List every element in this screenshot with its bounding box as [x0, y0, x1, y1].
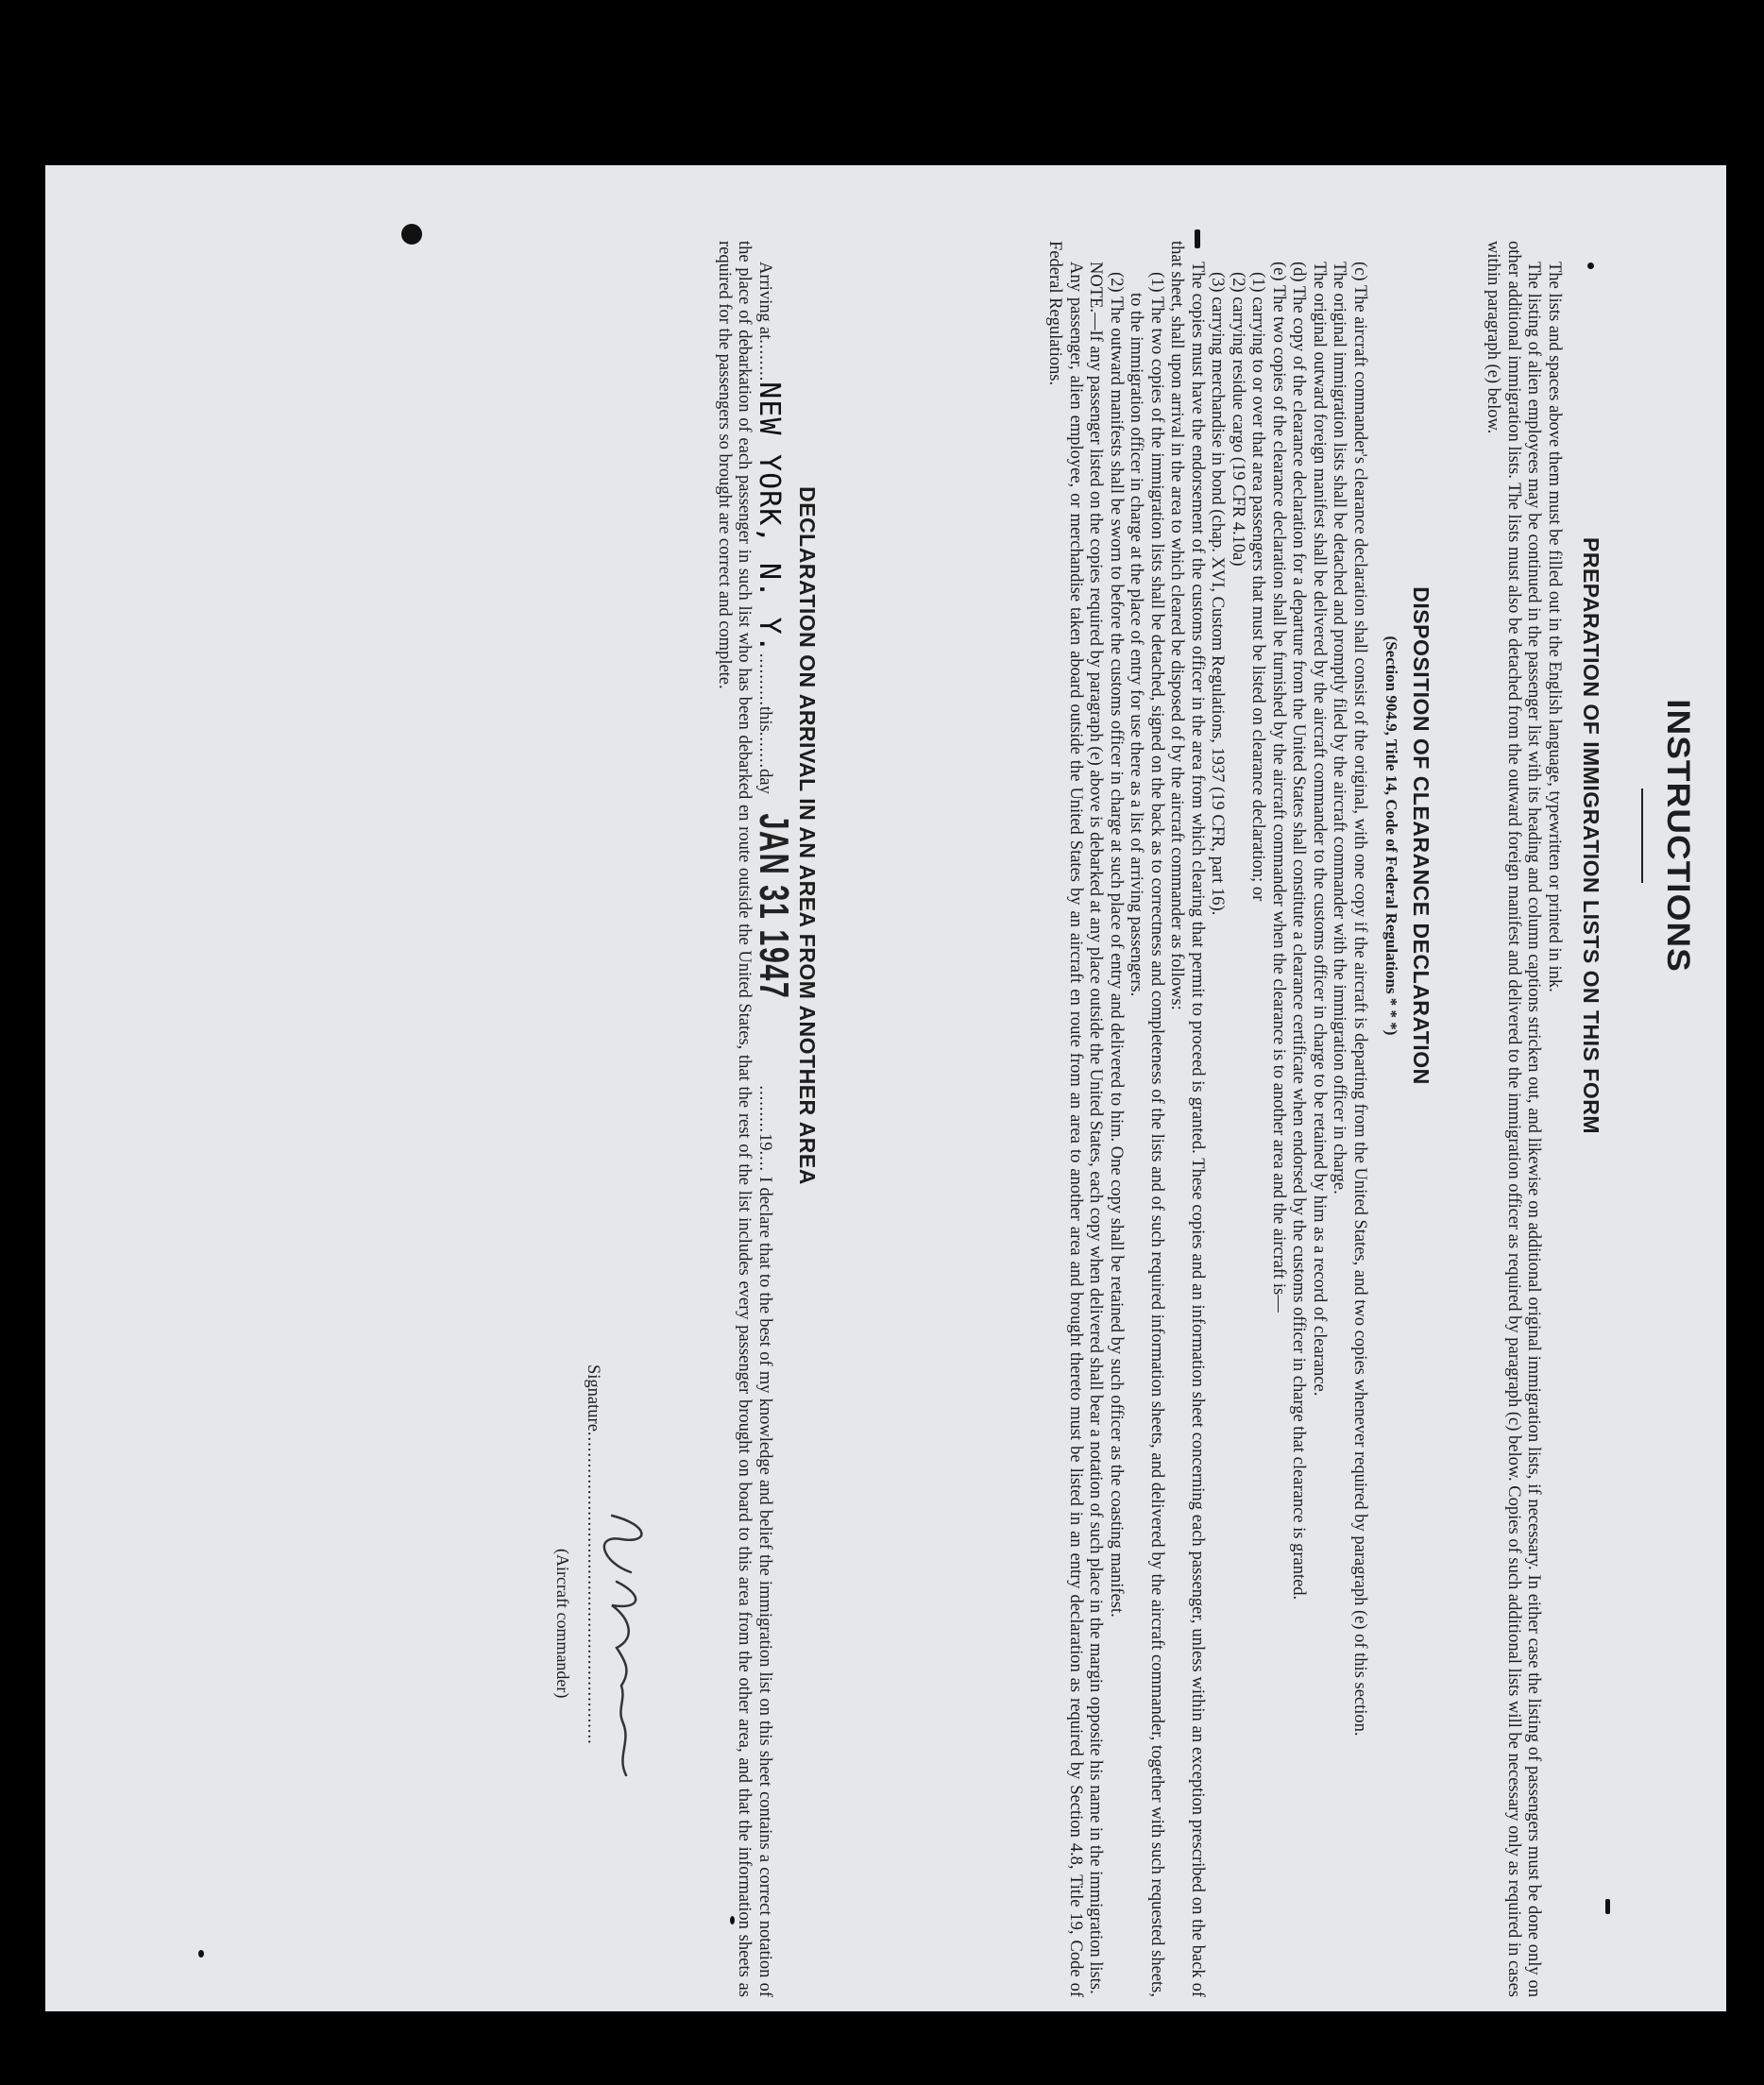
arrival-port: NEW YORK, N. Y. [753, 381, 786, 653]
handwritten-signature [593, 1506, 659, 1789]
clause-c-original-lists: The original immigration lists shall be detached and promptly filed by the aircraft commander with the immigration officer in charge. [1330, 262, 1349, 1195]
preparation-paragraph: The lists and spaces above them must be filled out in the English language, typewritten or printed in ink. [1545, 262, 1564, 992]
this-label: this [755, 706, 774, 732]
disposition-subheading: (Section 904.9, Title 14, Code of Federal Regulations * * *) [1382, 636, 1400, 1036]
declaration-paragraph: Arriving at........NEW YORK, N. Y...........this.......day JAN 31 1947.........19.... I declare that to the best of my knowledge and belief the immigration list on this sheet contains a correct notation of the place of debarkation of each passenger in such list who has been debarked en route outside the United States, that the rest of the list includes every passenger brought on board to this area from the other area, and that the information sheets as required for the passengers so brought are correct and complete. [715, 241, 797, 1997]
preparation-instructions [1483, 241, 1564, 1997]
any-passenger-paragraph: Any passenger, alien employee, or merchandise taken aboard outside the United States by an aircraft en route from an area to another area and brought thereto must be listed in an entry declaration as required by Section 4.8, Title 19, Code of Federal Regulations. [1045, 241, 1085, 1997]
disposition-1: (1) The two copies of the immigration lists shall be detached, signed on the back as to correctness and completeness of the lists and of such required information sheets, and delivered by the aircraft commander, together with such requested sheets, to the immigration officer in charge at the place of entry for use there as a list of arriving passengers. [1127, 272, 1166, 1997]
signature-label: Signature [584, 1365, 602, 1432]
rotated-document-content [329, 241, 1698, 1997]
day-label: day [755, 769, 774, 794]
declaration-body [714, 241, 797, 1997]
preparation-paragraph: The listing of alien employees may be continued in the passenger list with its heading and column captions stricken out, and likewise on additional original immigration lists, if necessary. In either case the listing of passengers must be done only on other additional immigration lists. The lists must also be detached from the outward foreign manifest and delivered to the immigration officer as required by paragraph (c) below. Copies of such additional lists will be necessary only as required in cases within paragraph (e) below. [1484, 241, 1544, 1997]
clause-e-endorsement: The copies must have the endorsement of the customs officer in the area from which clearing that permit to proceed is granted. These copies and an information sheet concerning each passenger, unless within an exception prescribed on the back of that sheet, shall upon arrival in the area to which cleared be disposed of by the aircraft commander as follows: [1167, 241, 1207, 1997]
declaration-text: I declare that to the best of my knowledge and belief the immigration list on this sheet contains a correct notation of the place of debarkation of each passenger in such list who has been debarked en route outside the United States, that the rest of the list includes every passenger brought on board to this area from the other area, and that the information sheets as required for the passengers so brought are correct and complete. [715, 241, 774, 1997]
clause-d: (d) The copy of the clearance declaration for a departure from the United States shall constitute a clearance certificate when endorsed by the customs officer in charge that clearance is granted. [1289, 262, 1309, 1601]
signature-line: Signature........................................................... [584, 1365, 602, 1745]
clause-c: (c) The aircraft commander's clearance declaration shall consist of the original, with one copy if the aircraft is departing from the United States, and two copies whenever required by paragraph (e) of this section. [1350, 262, 1369, 1737]
preparation-heading: PREPARATION OF IMMIGRATION LISTS ON THIS FORM [1579, 537, 1603, 1134]
document-title: INSTRUCTIONS [1660, 699, 1697, 973]
note-paragraph: NOTE.—If any passenger listed on the copies required by paragraph (e) above is debarked at any place outside the United States, each copy when delivered shall bear a notation of such place in the margin opposite his name in the immigration lists. [1086, 262, 1106, 1994]
ink-speck [198, 1950, 204, 1958]
disposition-2: (2) The outward manifests shall be sworn to before the customs officer in charge at such place of entry and delivered to him. One copy shall be retained by such officer as the coasting manifest. [1107, 272, 1126, 1618]
clause-e-1: (1) carrying to or over that area passengers that must be listed on clearance declaration; or [1248, 272, 1268, 902]
clause-e: (e) The two copies of the clearance declaration shall be furnished by the aircraft commander when the clearance is to another area and the aircraft is— [1269, 262, 1288, 1313]
document-page [45, 165, 1726, 2011]
clause-e-2: (2) carrying residue cargo (19 CFR 4.10a) [1229, 272, 1247, 567]
year-prefix: 19 [755, 1132, 774, 1151]
arriving-label: Arriving at [755, 262, 774, 340]
title-underline [1641, 788, 1643, 883]
disposition-instructions [1044, 241, 1369, 1997]
clause-e-3: (3) carrying merchandise in bond (chap. XVI, Custom Regulations, 1937 (19 CFR, part 16). [1208, 272, 1228, 916]
clause-c-manifest: The original outward foreign manifest shall be delivered by the aircraft commander to the customs officer in charge to be retained by him as a record of clearance. [1310, 262, 1329, 1397]
disposition-heading: DISPOSITION OF CLEARANCE DECLARATION [1409, 586, 1433, 1085]
signature-role: (Aircraft commander) [553, 1549, 572, 1699]
declaration-heading: DECLARATION ON ARRIVAL IN AN AREA FROM ANOTHER AREA [795, 486, 820, 1185]
date-stamp: JAN 31 1947 [751, 813, 797, 1000]
